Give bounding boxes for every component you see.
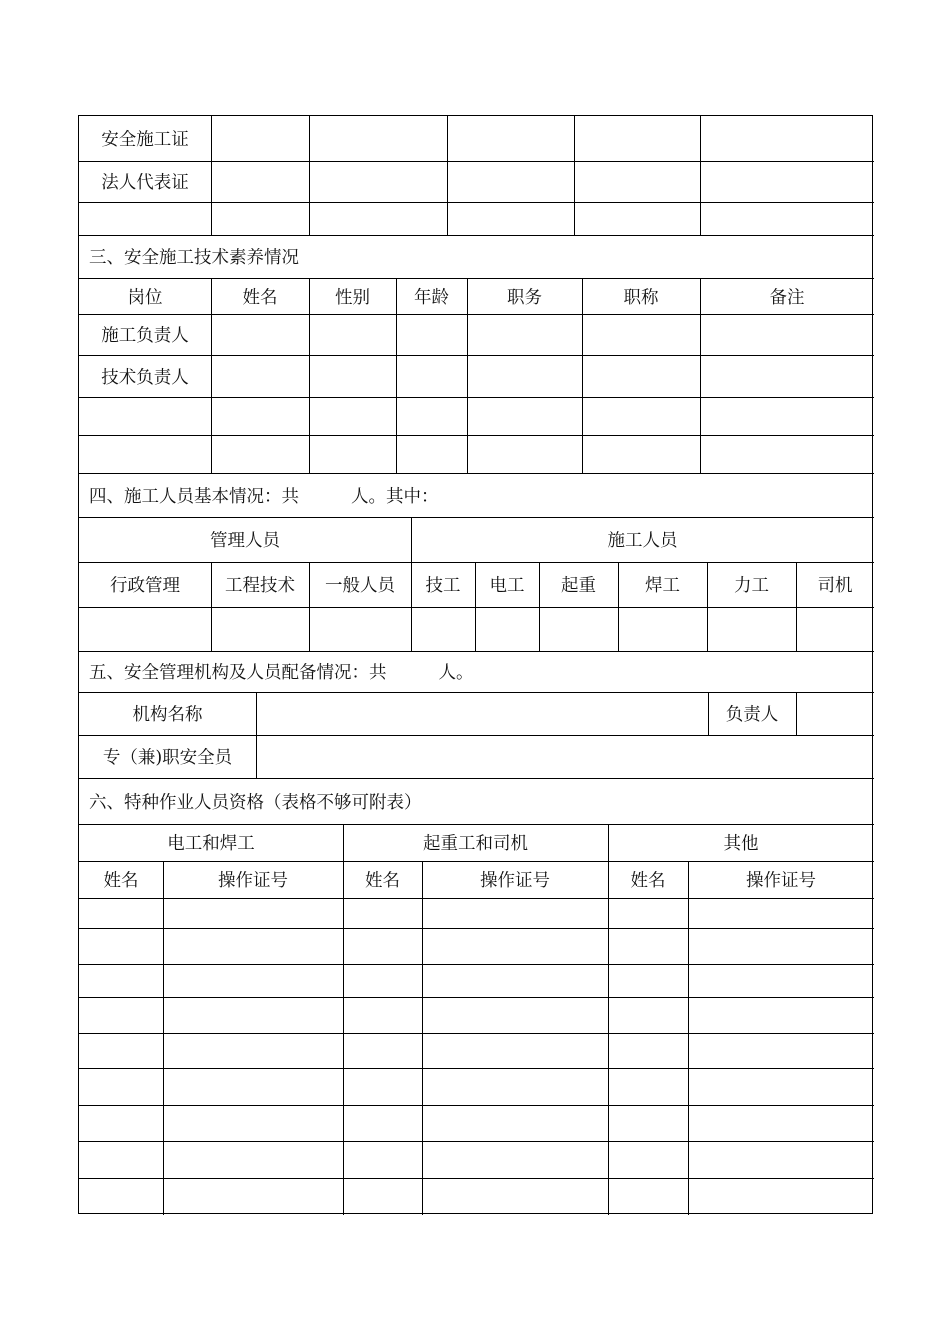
section6-title: 六、特种作业人员资格（表格不够可附表） [89, 792, 422, 813]
section5-title-prefix: 五、安全管理机构及人员配备情况：共 [89, 663, 387, 683]
col-electrician: 电工 [489, 576, 525, 596]
row-divider [79, 964, 874, 965]
group-workers: 施工人员 [607, 531, 678, 551]
header-age: 年龄 [414, 287, 449, 308]
col-divider [211, 116, 212, 235]
section3-title: 三、安全施工技术素养情况 [89, 248, 299, 268]
group-electrician-welder: 电工和焊工 [167, 834, 255, 854]
header-position: 岗位 [127, 287, 163, 308]
group-other: 其他 [723, 834, 759, 854]
head-label: 负责人 [725, 705, 779, 725]
row-divider [79, 898, 874, 899]
name-header-3: 姓名 [630, 871, 666, 891]
row-divider [79, 202, 874, 203]
col-divider [574, 116, 575, 235]
permit-label-safety-construction: 安全施工证 [101, 130, 189, 150]
section5-title-suffix: 人。 [438, 663, 474, 683]
cert-header-3: 操作证号 [746, 871, 816, 891]
group-hoist-driver: 起重工和司机 [423, 834, 528, 854]
section4-title-prefix: 四、施工人员基本情况：共 [89, 486, 299, 507]
col-divider [256, 692, 257, 778]
header-duty: 职务 [507, 287, 542, 308]
header-remarks: 备注 [769, 287, 805, 308]
permit-label-legal-rep: 法人代表证 [101, 173, 189, 193]
col-engineering: 工程技术 [225, 576, 295, 596]
section4-title-suffix: 人。其中： [351, 486, 439, 507]
section4-title [89, 473, 789, 517]
col-technician: 技工 [425, 576, 461, 596]
safety-form-table [78, 115, 873, 1214]
col-divider [163, 861, 164, 1215]
col-driver: 司机 [817, 576, 853, 596]
row-divider [79, 1141, 874, 1142]
row-divider [79, 1033, 874, 1034]
col-divider [422, 861, 423, 1215]
row-divider [79, 928, 874, 929]
header-title: 职称 [623, 287, 659, 308]
col-divider [700, 116, 701, 235]
org-name-label: 机构名称 [132, 705, 203, 725]
col-divider [447, 116, 448, 235]
header-gender: 性别 [335, 287, 370, 308]
section5-title [89, 651, 789, 692]
col-general-staff: 一般人员 [325, 576, 395, 596]
group-management: 管理人员 [210, 531, 280, 551]
safety-officer-label: 专（兼)职安全员 [102, 748, 233, 768]
name-header-2: 姓名 [365, 871, 400, 891]
col-divider [688, 861, 689, 1215]
col-divider [796, 692, 797, 735]
header-name: 姓名 [242, 287, 278, 308]
cert-header-2: 操作证号 [480, 871, 550, 891]
col-divider [309, 116, 310, 235]
col-welder: 焊工 [645, 576, 680, 596]
row-divider [79, 1068, 874, 1069]
row-divider [79, 997, 874, 998]
row-construction-lead: 施工负责人 [101, 326, 189, 346]
name-header-1: 姓名 [103, 871, 139, 891]
row-technical-lead: 技术负责人 [101, 367, 189, 388]
col-administration: 行政管理 [110, 576, 180, 596]
col-hoisting: 起重 [561, 576, 596, 596]
row-divider [79, 1105, 874, 1106]
row-divider [79, 435, 874, 436]
cert-header-1: 操作证号 [218, 871, 288, 891]
col-laborer: 力工 [734, 576, 769, 596]
row-divider [79, 607, 874, 608]
row-divider [79, 397, 874, 398]
row-divider [79, 1178, 874, 1179]
